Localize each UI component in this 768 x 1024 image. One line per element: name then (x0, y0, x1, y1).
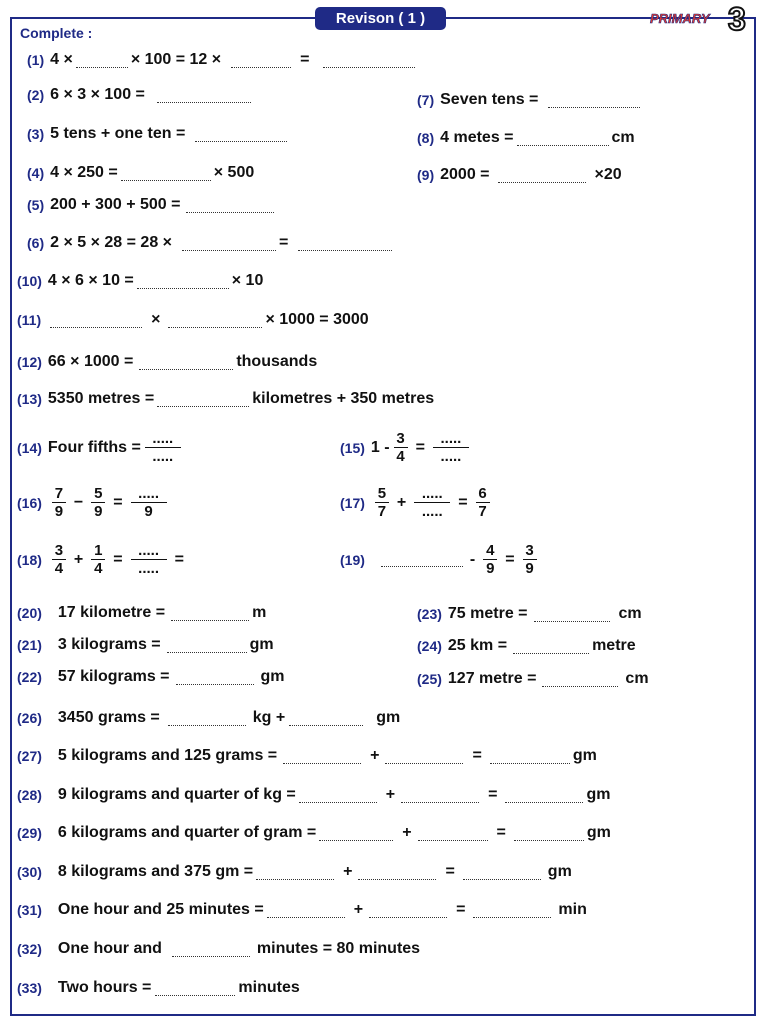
answer-blank[interactable] (50, 313, 142, 328)
answer-blank[interactable] (267, 903, 345, 918)
answer-blank[interactable] (517, 131, 609, 146)
answer-blank[interactable] (418, 826, 488, 841)
answer-blank[interactable] (381, 552, 463, 567)
fraction: $\frac{5}{7}$ (375, 485, 389, 520)
question-26: (26) 3450 grams = kg + gm (17, 709, 401, 726)
fraction: $\frac{7}{9}$ (52, 485, 66, 520)
answer-blank[interactable] (172, 942, 250, 957)
fraction: $\frac{4}{9}$ (483, 542, 497, 577)
answer-blank[interactable] (256, 865, 334, 880)
question-12: (12) 66 × 1000 = thousands (17, 353, 318, 370)
question-23: (23) 75 metre = cm (417, 605, 642, 622)
answer-blank[interactable] (323, 53, 415, 68)
answer-blank[interactable] (155, 981, 235, 996)
answer-blank[interactable] (231, 53, 291, 68)
question-2: (2) 6 × 3 × 100 = (27, 85, 254, 105)
answer-fraction[interactable]: $\frac{.....}{.....}$ (131, 542, 167, 577)
question-4: (4) 4 × 250 = × 500 (27, 164, 255, 181)
question-14: (14) Four fifths = $\frac{.....}{.....}$ (17, 430, 185, 465)
question-29: (29) 6 kilograms and quarter of gram = + = gm (17, 824, 611, 841)
question-30: (30) 8 kilograms and 375 gm = + = gm (17, 863, 572, 880)
answer-blank[interactable] (167, 638, 247, 653)
answer-fraction[interactable]: $\frac{.....}{.....}$ (145, 430, 181, 465)
answer-fraction[interactable]: $\frac{.....}{.....}$ (414, 485, 450, 520)
question-25: (25) 127 metre = cm (417, 670, 649, 687)
answer-blank[interactable] (139, 355, 233, 370)
question-28: (28) 9 kilograms and quarter of kg = + = gm (17, 786, 611, 803)
primary-3-logo (648, 1, 756, 35)
fraction: $\frac{3}{4}$ (52, 542, 66, 577)
svg-text:PRIMARY: PRIMARY (650, 11, 710, 26)
answer-blank[interactable] (289, 711, 363, 726)
fraction: $\frac{3}{4}$ (394, 430, 408, 465)
answer-blank[interactable] (176, 670, 254, 685)
answer-blank[interactable] (463, 865, 541, 880)
answer-blank[interactable] (385, 749, 463, 764)
revision-title: Revison ( 1 ) (315, 7, 446, 30)
question-31: (31) One hour and 25 minutes = + = min (17, 901, 587, 918)
answer-blank[interactable] (401, 788, 479, 803)
answer-blank[interactable] (548, 93, 640, 108)
question-19: (19) - $\frac{4}{9}$ = $\frac{3}{9}$ (340, 542, 541, 577)
question-18: (18) $\frac{3}{4}$ + $\frac{1}{4}$ = $\frac{.....}{.....}$ = (17, 542, 184, 577)
answer-blank[interactable] (514, 826, 584, 841)
answer-blank[interactable] (513, 639, 589, 654)
question-27: (27) 5 kilograms and 125 grams = + = gm (17, 747, 597, 764)
question-20: (20) 17 kilometre = m (17, 604, 267, 621)
answer-blank[interactable] (195, 127, 287, 142)
question-5: (5) 200 + 300 + 500 = (27, 195, 277, 215)
answer-blank[interactable] (299, 788, 377, 803)
answer-blank[interactable] (76, 53, 128, 68)
answer-blank[interactable] (168, 313, 262, 328)
question-32: (32) One hour and minutes = 80 minutes (17, 940, 421, 957)
answer-blank[interactable] (369, 903, 447, 918)
answer-blank[interactable] (534, 607, 610, 622)
answer-blank[interactable] (498, 168, 586, 183)
answer-blank[interactable] (505, 788, 583, 803)
answer-blank[interactable] (490, 749, 570, 764)
answer-blank[interactable] (121, 166, 211, 181)
fraction: $\frac{3}{9}$ (523, 542, 537, 577)
answer-blank[interactable] (358, 865, 436, 880)
answer-blank[interactable] (473, 903, 551, 918)
fraction: $\frac{1}{4}$ (91, 542, 105, 577)
question-13: (13) 5350 metres = kilometres + 350 metres (17, 390, 435, 407)
question-16: (16) $\frac{7}{9}$ − $\frac{5}{9}$ = $\frac{.....}{9}$ (17, 485, 171, 520)
question-11: (11) × × 1000 = 3000 (17, 311, 369, 328)
answer-blank[interactable] (157, 392, 249, 407)
svg-text:3: 3 (728, 1, 746, 35)
question-17: (17) $\frac{5}{7}$ + $\frac{.....}{.....}$ = $\frac{6}{7}$ (340, 485, 494, 520)
answer-blank[interactable] (542, 672, 618, 687)
answer-fraction[interactable]: $\frac{.....}{.....}$ (433, 430, 469, 465)
answer-blank[interactable] (182, 236, 276, 251)
question-21: (21) 3 kilograms = gm (17, 636, 274, 653)
question-9: (9) 2000 = ×20 (417, 166, 622, 183)
question-10: (10) 4 × 6 × 10 = × 10 (17, 272, 264, 289)
answer-blank[interactable] (319, 826, 393, 841)
question-15: (15) 1 - $\frac{3}{4}$ = $\frac{.....}{.....}$ (340, 430, 473, 465)
question-7: (7) Seven tens = (417, 90, 643, 110)
question-24: (24) 25 km = metre (417, 637, 636, 654)
answer-blank[interactable] (168, 711, 246, 726)
answer-blank[interactable] (157, 88, 251, 103)
question-1: (1) 4 × × 100 = 12 × = (27, 50, 418, 70)
answer-blank[interactable] (186, 198, 274, 213)
complete-label: Complete : (20, 25, 93, 41)
question-22: (22) 57 kilograms = gm (17, 668, 285, 685)
question-6: (6) 2 × 5 × 28 = 28 × = (27, 233, 395, 253)
fraction: $\frac{6}{7}$ (476, 485, 490, 520)
question-8: (8) 4 metes = cm (417, 129, 635, 146)
answer-fraction[interactable]: $\frac{.....}{9}$ (131, 485, 167, 520)
answer-blank[interactable] (137, 274, 229, 289)
question-3: (3) 5 tens + one ten = (27, 124, 290, 144)
answer-blank[interactable] (171, 606, 249, 621)
answer-blank[interactable] (283, 749, 361, 764)
answer-blank[interactable] (298, 236, 392, 251)
fraction: $\frac{5}{9}$ (91, 485, 105, 520)
question-33: (33) Two hours = minutes (17, 979, 300, 996)
